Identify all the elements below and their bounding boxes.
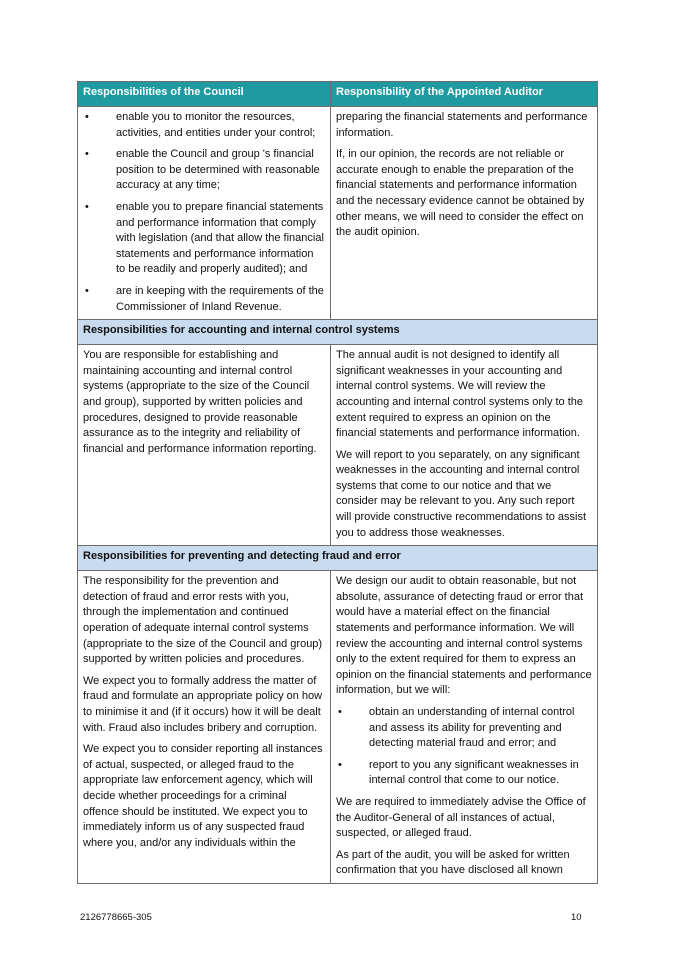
paragraph: As part of the audit, you will be asked for written confirmation that you have disclosed all known [336,848,570,877]
bullet-icon: • [85,148,89,161]
section-heading-row [78,320,598,345]
council-cell [78,345,331,546]
bullet-icon: • [85,111,89,123]
council-cell [78,107,331,320]
paragraph: We design our audit to obtain reasonable, but not absolute, assurance of detecting fraud or error that would have a material effect on the financial statements and performance information. We will review the accounting and internal control systems only to the extent required for them to express an opinion on the financial statements and performance information, but we will: [336,575,592,697]
section-heading-row [78,546,598,571]
paragraph: We expect you to consider reporting all instances of actual, suspected, or alleged fraud to the appropriate law enforcement agency, which will decide whether proceedings for a criminal offence should be instituted. We expect you to immediately inform us of any suspected fraud where you, and/or any individuals within the [83,743,323,849]
auditor-cell [331,345,598,546]
paragraph: The responsibility for the prevention and detection of fraud and error rests with you, through the implementation and continued operation of adequate internal control systems (appropriate to the size of the Council and group) supported by written policies and procedures. [83,575,323,666]
list-item [83,110,325,141]
list-item-text: obtain an understanding of internal control and assess its ability for preventing and detecting material fraud and error; and [369,706,575,750]
council-cell [78,571,331,884]
list-item [83,284,325,315]
paragraph: You are responsible for establishing and maintaining accounting and internal control systems (appropriate to the size of the Council and group), supported by written policies and procedures, designed to provide reasonable assurance as to the integrity and reliability of financial and performance information reporting. [83,349,317,455]
bullet-icon: • [85,200,89,213]
section-title-accounting: Responsibilities for accounting and internal control systems [78,320,598,345]
header-auditor: Responsibility of the Appointed Auditor [331,82,598,107]
paragraph: We are required to immediately advise the Office of the Auditor-General of all instances of actual, suspected, or alleged fraud. [336,795,586,840]
list-item-text: enable the Council and group 's financial position to be determined with reasonable accuracy at any time; [116,148,320,192]
list-item-text: enable you to prepare financial statements and performance information that comply with legislation (and that allow the financial statements and performance information to be readily and properly audited); and [116,200,324,276]
page-number: 10 [571,912,582,923]
list-item [336,758,592,789]
table-row [78,571,598,884]
document-id: 2126778665-305 [80,912,152,923]
auditor-cell [331,107,598,320]
list-item [83,200,325,278]
table-row [78,345,598,546]
auditor-cell [331,571,598,884]
paragraph: If, in our opinion, the records are not reliable or accurate enough to enable the preparation of the financial statements and performance information and the necessary evidence cannot be obtained by other means, we will need to consider the effect on the audit opinion. [336,148,585,239]
council-bullet-list [83,110,325,315]
auditor-bullet-list [336,705,592,789]
list-item-text: enable you to monitor the resources, activities, and entities under your control; [116,111,316,139]
list-item [336,705,592,752]
table-header-row [78,82,598,107]
bullet-icon: • [338,758,342,771]
paragraph: We expect you to formally address the matter of fraud and formulate an appropriate policy on how to minimise it and (if it occurs) how it will be dealt with. Fraud also includes bribery and corruption. [83,674,323,734]
section-title-fraud: Responsibilities for preventing and detecting fraud and error [78,546,598,571]
paragraph: We will report to you separately, on any significant weaknesses in the accounting and internal control systems that come to our notice and that we consider may be relevant to you. Any such report will provide constructive recommendations to assist you to address those weaknesses. [336,448,587,539]
header-council: Responsibilities of the Council [78,82,331,107]
paragraph: The annual audit is not designed to identify all significant weaknesses in your accounting and internal control systems. We will review the accounting and internal control systems only to the extent required to express an opinion on the financial statements and performance information. [336,349,584,440]
responsibilities-table [77,81,598,884]
list-item-text: report to you any significant weaknesses in internal control that come to our notice. [369,758,579,787]
bullet-icon: • [338,706,342,718]
paragraph: preparing the financial statements and performance information. [336,111,588,139]
list-item [83,147,325,194]
list-item-text: are in keeping with the requirements of the Commissioner of Inland Revenue. [116,284,324,313]
bullet-icon: • [85,284,89,297]
table-row [78,107,598,320]
